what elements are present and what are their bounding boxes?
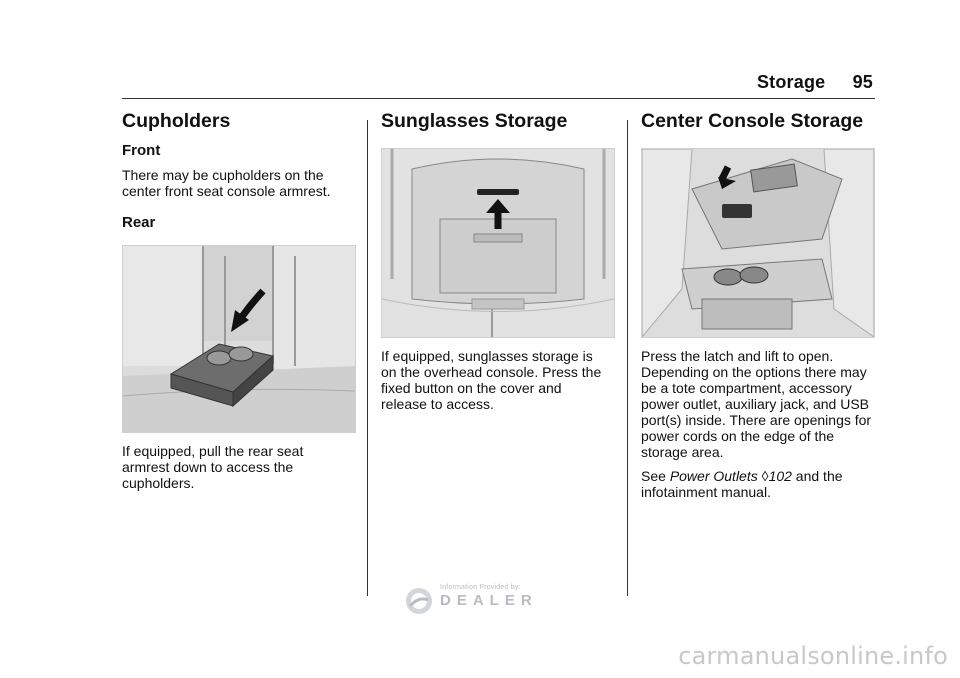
sunglasses-text: If equipped, sunglasses storage is on the overhead console. Press the fixed button on the cover and release to access.	[381, 348, 602, 412]
section-title: Storage	[756, 72, 826, 92]
sunglasses-column	[381, 108, 615, 412]
see-prefix: See	[641, 468, 670, 484]
rear-cupholder-illustration	[122, 245, 356, 433]
watermark-brand: DEALER	[440, 592, 538, 609]
front-heading: Front	[122, 142, 161, 159]
rear-text: If equipped, pull the rear seat armrest down to access the cupholders.	[122, 443, 304, 491]
column-divider	[367, 120, 368, 596]
footer-site: carmanualsonline.info	[678, 642, 948, 670]
see-also	[641, 468, 861, 500]
sunglasses-storage-illustration	[381, 148, 615, 338]
rear-heading: Rear	[122, 214, 156, 231]
center-console-title: Center Console Storage	[641, 110, 864, 132]
dealer-watermark	[404, 584, 554, 624]
power-outlets-link[interactable]: Power Outlets	[669, 468, 758, 484]
page-ref-number[interactable]: 102	[768, 468, 792, 484]
center-console-illustration	[641, 148, 875, 338]
watermark-caption: Information Provided by:	[440, 584, 521, 591]
center-console-column	[641, 108, 875, 500]
page-ref-arrow: ◊	[761, 468, 769, 484]
sunglasses-title: Sunglasses Storage	[381, 110, 568, 132]
dealer-logo-icon	[404, 586, 434, 616]
page-header	[757, 72, 873, 93]
page-number: 95	[852, 72, 873, 92]
see-suffix: and the infotainment manual.	[641, 468, 843, 500]
cupholders-column	[122, 108, 356, 491]
front-text: There may be cupholders on the center front seat console armrest.	[122, 167, 331, 199]
center-console-text: Press the latch and lift to open. Depending on the options there may be a tote compartment, accessory power outlet, auxiliary jack, and USB port(s) inside. There are openings for power cords on the edge of the storage area.	[641, 348, 872, 460]
column-divider	[627, 120, 628, 596]
header-rule	[122, 98, 875, 99]
cupholders-title: Cupholders	[122, 110, 231, 132]
